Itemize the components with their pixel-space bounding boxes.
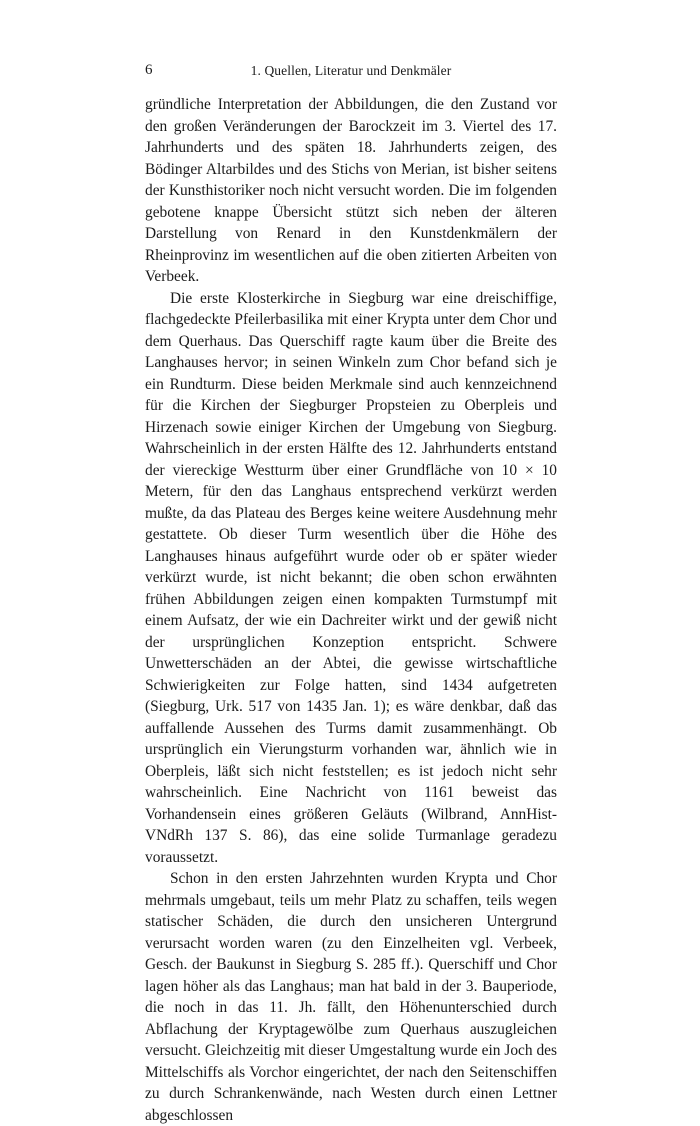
paragraph: gründliche Interpretation der Abbildungen, die den Zustand vor den großen Veränderungen der Barockzeit im 3. Viertel des 17. Jahrhunderts und des späten 18. Jahrhunderts zeigen, des Bödinger Altarbildes und des Stichs von Merian, ist bisher seitens der Kunsthistoriker noch nicht versucht worden. Die im folgenden gebotene knappe Übersicht stützt sich neben der älteren Darstellung von Renard in den Kunstdenkmälern der Rheinprovinz im wesentlichen auf die oben zitierten Arbeiten von Verbeek. <box>145 96 557 285</box>
page-number: 6 <box>145 62 153 78</box>
body-text <box>145 94 557 1126</box>
page-header <box>145 62 557 82</box>
paragraph: Schon in den ersten Jahrzehnten wurden Krypta und Chor mehrmals umgebaut, teils um mehr Platz zu schaffen, teils wegen statischer Schäden, die durch den unsicheren Untergrund verursacht worden waren (zu den Einzelheiten vgl. Verbeek, Gesch. der Baukunst in Siegburg S. 285 ff.). Querschiff und Chor lagen höher als das Langhaus; man hat bald in der 3. Bauperiode, die noch in das 11. Jh. fällt, den Höhenunterschied durch Abflachung der Kryptagewölbe zum Querhaus auszugleichen versucht. Gleichzeitig mit dieser Umgestaltung wurde ein Joch des Mittelschiffs als Vorchor eingerichtet, der nach den Seitenschiffen zu durch Schrankenwände, nach Westen durch einen Lettner abgeschlossen <box>145 870 557 1124</box>
running-head: 1. Quellen, Literatur und Denkmäler <box>250 63 452 78</box>
paragraph: Die erste Klosterkirche in Siegburg war eine dreischiffige, flachgedeckte Pfeilerbasilika mit einer Krypta unter dem Chor und dem Querhaus. Das Querschiff ragte kaum über die Breite des Langhauses hervor; in seinen Winkeln zum Chor befand sich je ein Rundturm. Diese beiden Merkmale sind auch kennzeichnend für die Kirchen der Siegburger Propsteien zu Oberpleis und Hirzenach sowie einiger Kirchen der Umgebung von Siegburg. Wahrscheinlich in der ersten Hälfte des 12. Jahrhunderts entstand der viereckige Westturm über einer Grundfläche von 10 × 10 Metern, für den das Langhaus entsprechend verkürzt werden mußte, da das Plateau des Berges keine weitere Ausdehnung mehr gestattete. Ob dieser Turm wesentlich über die Höhe des Langhauses hinaus aufgeführt wurde oder ob er später wieder verkürzt wurde, ist nicht bekannt; die oben schon erwähnten frühen Abbildungen zeigen einen kompakten Turmstumpf mit einem Aufsatz, der wie ein Dachreiter wirkt und der gewiß nicht der ursprünglichen Konzeption entspricht. Schwere Unwetterschäden an der Abtei, die gewisse wirtschaftliche Schwierigkeiten zur Folge hatten, sind 1434 aufgetreten (Siegburg, Urk. 517 von 1435 Jan. 1); es wäre denkbar, daß das auffallende Aussehen des Turms damit zusammenhängt. Ob ursprünglich ein Vierungsturm vorhanden war, ähnlich wie in Oberpleis, läßt sich nicht feststellen; es ist jedoch nicht sehr wahrscheinlich. Eine Nachricht von 1161 beweist das Vorhandensein eines größeren Geläuts (Wilbrand, AnnHist-VNdRh 137 S. 86), das eine solide Turmanlage geradezu voraussetzt. <box>145 289 557 866</box>
